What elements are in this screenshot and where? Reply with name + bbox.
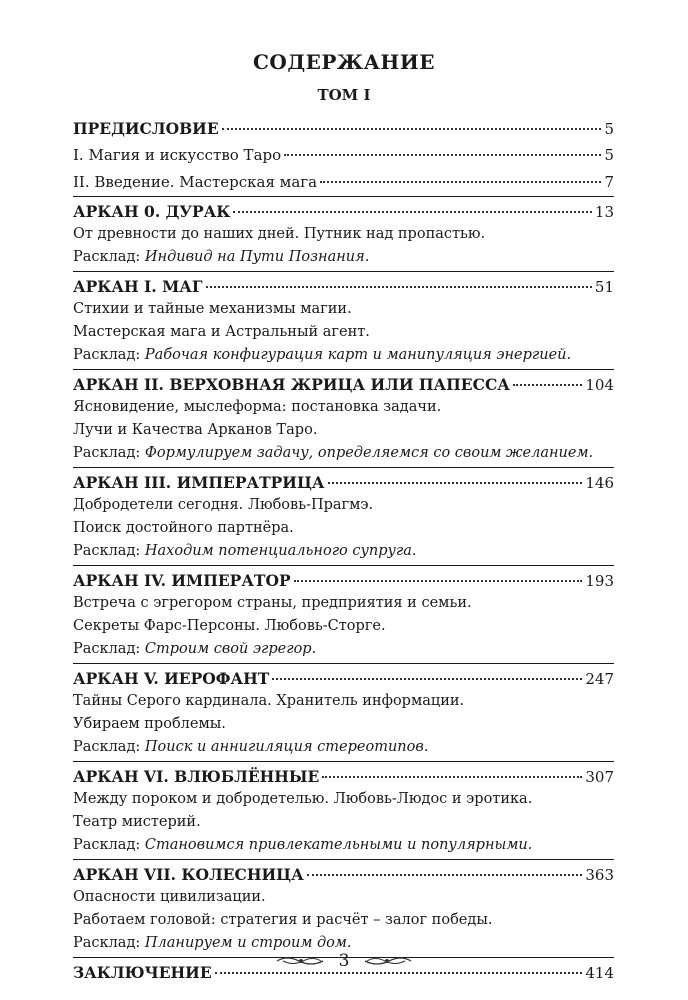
ornament-left-icon: [275, 954, 325, 968]
page-title: СОДЕРЖАНИЕ: [253, 50, 435, 74]
layout-prefix: Расклад:: [73, 641, 141, 657]
volume-subtitle: ТОМ I: [317, 86, 371, 104]
chapter-layout: [73, 638, 614, 661]
toc-entry-arcana-0[interactable]: [73, 200, 614, 223]
divider: [73, 565, 614, 566]
layout-title: Планируем и строим дом.: [144, 935, 352, 951]
toc-entry-label: II. Введение. Мастерская мага: [73, 173, 318, 191]
leader-dots: [513, 384, 582, 386]
chapter-topic: Лучи и Качества Арканов Таро.: [73, 422, 318, 438]
chapter-layout: [73, 540, 614, 563]
layout-prefix: Расклад:: [73, 935, 141, 951]
layout-prefix: Расклад:: [73, 249, 141, 265]
layout-title: Рабочая конфигурация карт и манипуляция энергией.: [144, 347, 572, 363]
toc-entry-page: 193: [585, 572, 614, 590]
layout-prefix: Расклад:: [73, 347, 141, 363]
divider: [73, 196, 614, 197]
layout-title: Формулируем задачу, определяемся со своим желанием.: [144, 445, 594, 461]
leader-dots: [222, 128, 602, 130]
page-footer: [0, 951, 688, 971]
toc-entry-page: 414: [585, 964, 614, 982]
chapter-layout: [73, 736, 614, 759]
layout-title: Становимся привлекательными и популярными.: [144, 837, 533, 853]
toc-entry-label: АРКАН III. ИМПЕРАТРИЦА: [73, 473, 325, 492]
toc-entry-page: 13: [594, 203, 614, 221]
layout-title: Индивид на Пути Познания.: [144, 249, 370, 265]
leader-dots: [272, 678, 582, 680]
chapter-topic: Работаем головой: стратегия и расчёт – залог победы.: [73, 912, 493, 928]
toc-entry-page: 363: [585, 866, 614, 884]
toc-entry-page: 5: [604, 146, 614, 164]
toc-entry-label: АРКАН VI. ВЛЮБЛЁННЫЕ: [73, 767, 320, 786]
toc-entry-arcana-1[interactable]: [73, 275, 614, 298]
toc-entry-arcana-6[interactable]: [73, 765, 614, 788]
toc-entry-page: 104: [585, 376, 614, 394]
toc-entry-page: 7: [604, 173, 614, 191]
leader-dots: [233, 211, 592, 213]
toc-entry-arcana-5[interactable]: [73, 667, 614, 690]
chapter-layout: [73, 442, 614, 465]
toc-entry-arcana-7[interactable]: [73, 863, 614, 886]
ornament-right-icon: [363, 954, 413, 968]
divider: [73, 859, 614, 860]
divider: [73, 271, 614, 272]
toc-entry-label: ПРЕДИСЛОВИЕ: [73, 119, 219, 138]
chapter-topic: Поиск достойного партнёра.: [73, 520, 294, 536]
toc-entry-label: ЗАКЛЮЧЕНИЕ: [73, 963, 212, 982]
leader-dots: [322, 776, 582, 778]
toc-entry-page: 247: [585, 670, 614, 688]
toc-entry-arcana-3[interactable]: [73, 471, 614, 494]
divider: [73, 369, 614, 370]
leader-dots: [206, 286, 592, 288]
chapter-topic: Опасности цивилизации.: [73, 889, 266, 905]
divider: [73, 663, 614, 664]
toc-entry-preface[interactable]: [73, 117, 614, 140]
leader-dots: [320, 181, 601, 183]
chapter-topic: Убираем проблемы.: [73, 716, 226, 732]
leader-dots: [284, 154, 601, 156]
divider: [73, 467, 614, 468]
layout-prefix: Расклад:: [73, 739, 141, 755]
toc-entry-arcana-2[interactable]: [73, 373, 614, 396]
chapter-topic: Между пороком и добродетелью. Любовь-Людос и эротика.: [73, 791, 533, 807]
layout-title: Поиск и аннигиляция стереотипов.: [144, 739, 429, 755]
chapter-topic: Театр мистерий.: [73, 814, 201, 830]
leader-dots: [215, 972, 583, 974]
toc-entry-label: АРКАН V. ИЕРОФАНТ: [73, 669, 270, 688]
toc-entry-magic[interactable]: [73, 144, 614, 167]
toc-entry-label: АРКАН II. ВЕРХОВНАЯ ЖРИЦА ИЛИ ПАПЕССА: [73, 375, 510, 394]
toc-entry-label: I. Магия и искусство Таро: [73, 146, 282, 164]
layout-title: Строим свой эгрегор.: [144, 641, 317, 657]
table-of-contents: [73, 117, 614, 984]
leader-dots: [328, 482, 583, 484]
page-number: 3: [338, 951, 350, 971]
toc-entry-page: 51: [594, 278, 614, 296]
toc-entry-label: АРКАН IV. ИМПЕРАТОР: [73, 571, 291, 590]
toc-entry-label: АРКАН I. МАГ: [73, 277, 203, 296]
chapter-topic: От древности до наших дней. Путник над пропастью.: [73, 226, 486, 242]
toc-entry-page: 5: [604, 120, 614, 138]
chapter-layout: [73, 344, 614, 367]
chapter-topic: Секреты Фарс-Персоны. Любовь-Сторге.: [73, 618, 386, 634]
chapter-topic: Стихии и тайные механизмы магии.: [73, 301, 352, 317]
layout-prefix: Расклад:: [73, 543, 141, 559]
layout-title: Находим потенциального супруга.: [144, 543, 417, 559]
chapter-topic: Ясновидение, мыслеформа: постановка задачи.: [73, 399, 442, 415]
toc-entry-intro[interactable]: [73, 171, 614, 194]
layout-prefix: Расклад:: [73, 445, 141, 461]
divider: [73, 761, 614, 762]
leader-dots: [307, 874, 583, 876]
chapter-topic: Тайны Серого кардинала. Хранитель информации.: [73, 693, 465, 709]
chapter-layout: [73, 834, 614, 857]
leader-dots: [294, 580, 583, 582]
chapter-topic: Добродетели сегодня. Любовь-Прагмэ.: [73, 497, 374, 513]
chapter-topic: Мастерская мага и Астральный агент.: [73, 324, 370, 340]
toc-entry-arcana-4[interactable]: [73, 569, 614, 592]
layout-prefix: Расклад:: [73, 837, 141, 853]
chapter-layout: [73, 246, 614, 269]
toc-entry-page: 307: [585, 768, 614, 786]
toc-entry-page: 146: [585, 474, 614, 492]
toc-entry-label: АРКАН VII. КОЛЕСНИЦА: [73, 865, 304, 884]
chapter-topic: Встреча с эгрегором страны, предприятия и семьи.: [73, 595, 472, 611]
toc-entry-label: АРКАН 0. ДУРАК: [73, 202, 231, 221]
